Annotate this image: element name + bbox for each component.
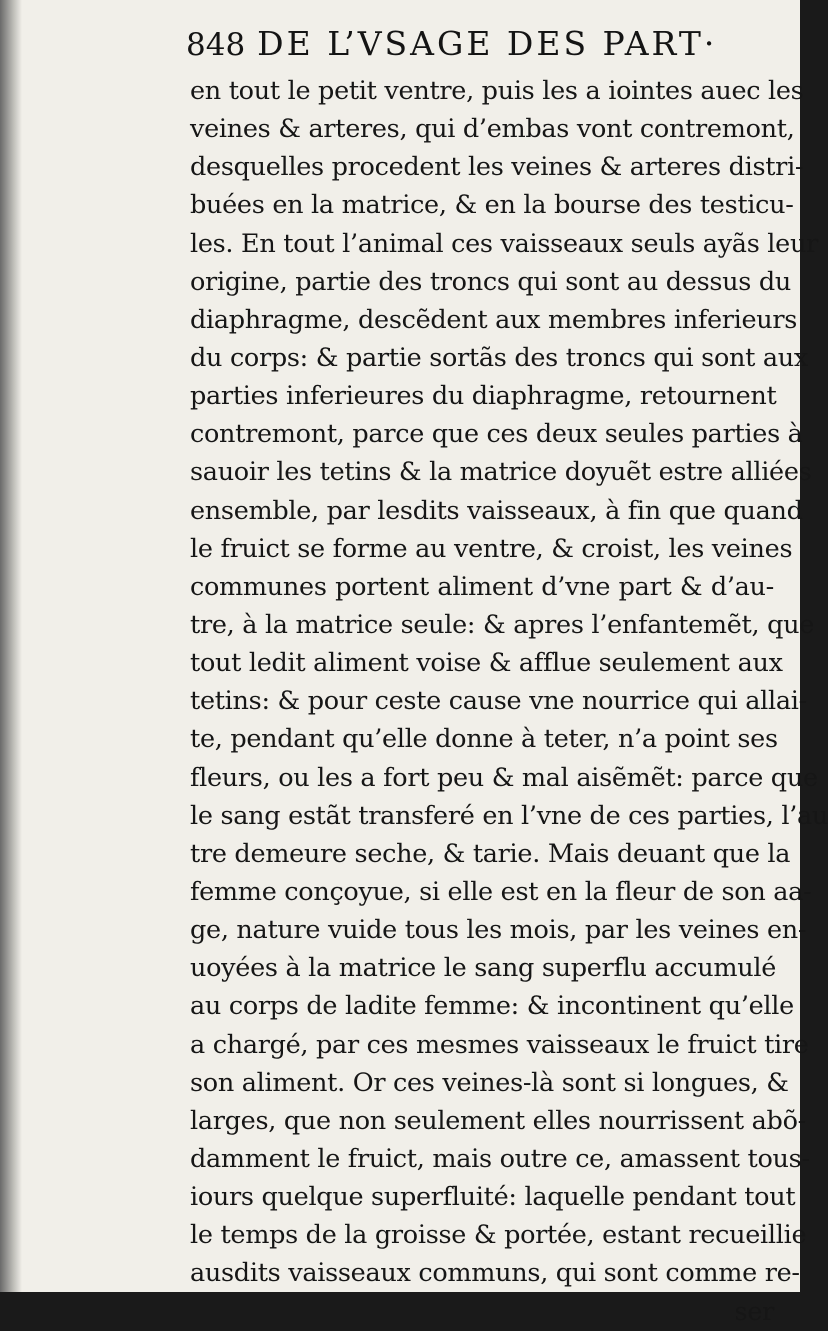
text-line: du corps: & partie sortãs des troncs qui sont aux [190, 342, 808, 373]
text-line: veines & arteres, qui d’embas vont contremont, [190, 114, 795, 145]
text-line: uoyées à la matrice le sang superflu accumulé [190, 953, 777, 984]
text-line: tre demeure seche, & tarie. Mais deuant que la [190, 838, 791, 869]
text-line: desquelles procedent les veines & arteres distri- [190, 152, 804, 183]
text-line: larges, que non seulement elles nourrissent abõ- [190, 1105, 806, 1136]
gutter-shadow [0, 0, 22, 1292]
text-line: sauoir les tetins & la matrice doyuẽt estre alliées [190, 457, 812, 488]
text-line: ge, nature vuide tous les mois, par les veines en- [190, 915, 807, 946]
text-line: son aliment. Or ces veines-là sont si longues, & [190, 1067, 789, 1098]
text-line: tre, à la matrice seule: & apres l’enfantemẽt, que [190, 609, 815, 640]
text-line: iours quelque superfluité: laquelle pendant tout [190, 1182, 796, 1213]
body-text [190, 72, 828, 1331]
text-line: en tout le petit ventre, puis les a iointes auec les [190, 76, 804, 106]
text-line: a chargé, par ces mesmes vaisseaux le fruict tire [190, 1029, 809, 1060]
text-line: le sang estãt transferé en l’vne de ces parties, l’au [190, 800, 828, 831]
text-line: communes portent aliment d’vne part & d’au- [190, 571, 774, 602]
text-line: contremont, parce que ces deux seules parties à [190, 419, 803, 450]
catchword: ser [734, 1296, 774, 1327]
text-line: damment le fruict, mais outre ce, amassent tous- [190, 1143, 810, 1174]
text-line: le fruict se forme au ventre, & croist, les veines [190, 533, 793, 564]
text-line: diaphragme, descẽdent aux membres inferieurs [190, 304, 798, 335]
text-line: au corps de ladite femme: & incontinent qu’elle [190, 991, 794, 1022]
text-line: ensemble, par lesdits vaisseaux, à fin que quand [190, 495, 803, 526]
text-line: le temps de la groisse & portée, estant recueillie [190, 1220, 807, 1251]
text-line: tout ledit aliment voise & afflue seulement aux [190, 648, 783, 679]
page-number: 848 [186, 27, 246, 63]
page-header [186, 24, 717, 70]
text-line: parties inferieures du diaphragme, retournent [190, 381, 777, 412]
text-line: femme conçoyue, si elle est en la fleur de son aa- [190, 876, 812, 907]
text-line: tetins: & pour ceste cause vne nourrice qui allai- [190, 686, 807, 717]
text-line: les. En tout l’animal ces vaisseaux seuls ayãs leur [190, 228, 818, 259]
running-title: DE L’VSAGE DES PART· [257, 24, 718, 63]
text-line: fleurs, ou les a fort peu & mal aisẽmẽt: parce que [190, 762, 818, 793]
text-line: ausdits vaisseaux communs, qui sont comme re- [190, 1258, 800, 1289]
text-line: buées en la matrice, & en la bourse des testicu- [190, 190, 794, 221]
text-line: origine, partie des troncs qui sont au dessus du [190, 266, 792, 297]
text-line: te, pendant qu’elle donne à teter, n’a point ses [190, 724, 778, 755]
